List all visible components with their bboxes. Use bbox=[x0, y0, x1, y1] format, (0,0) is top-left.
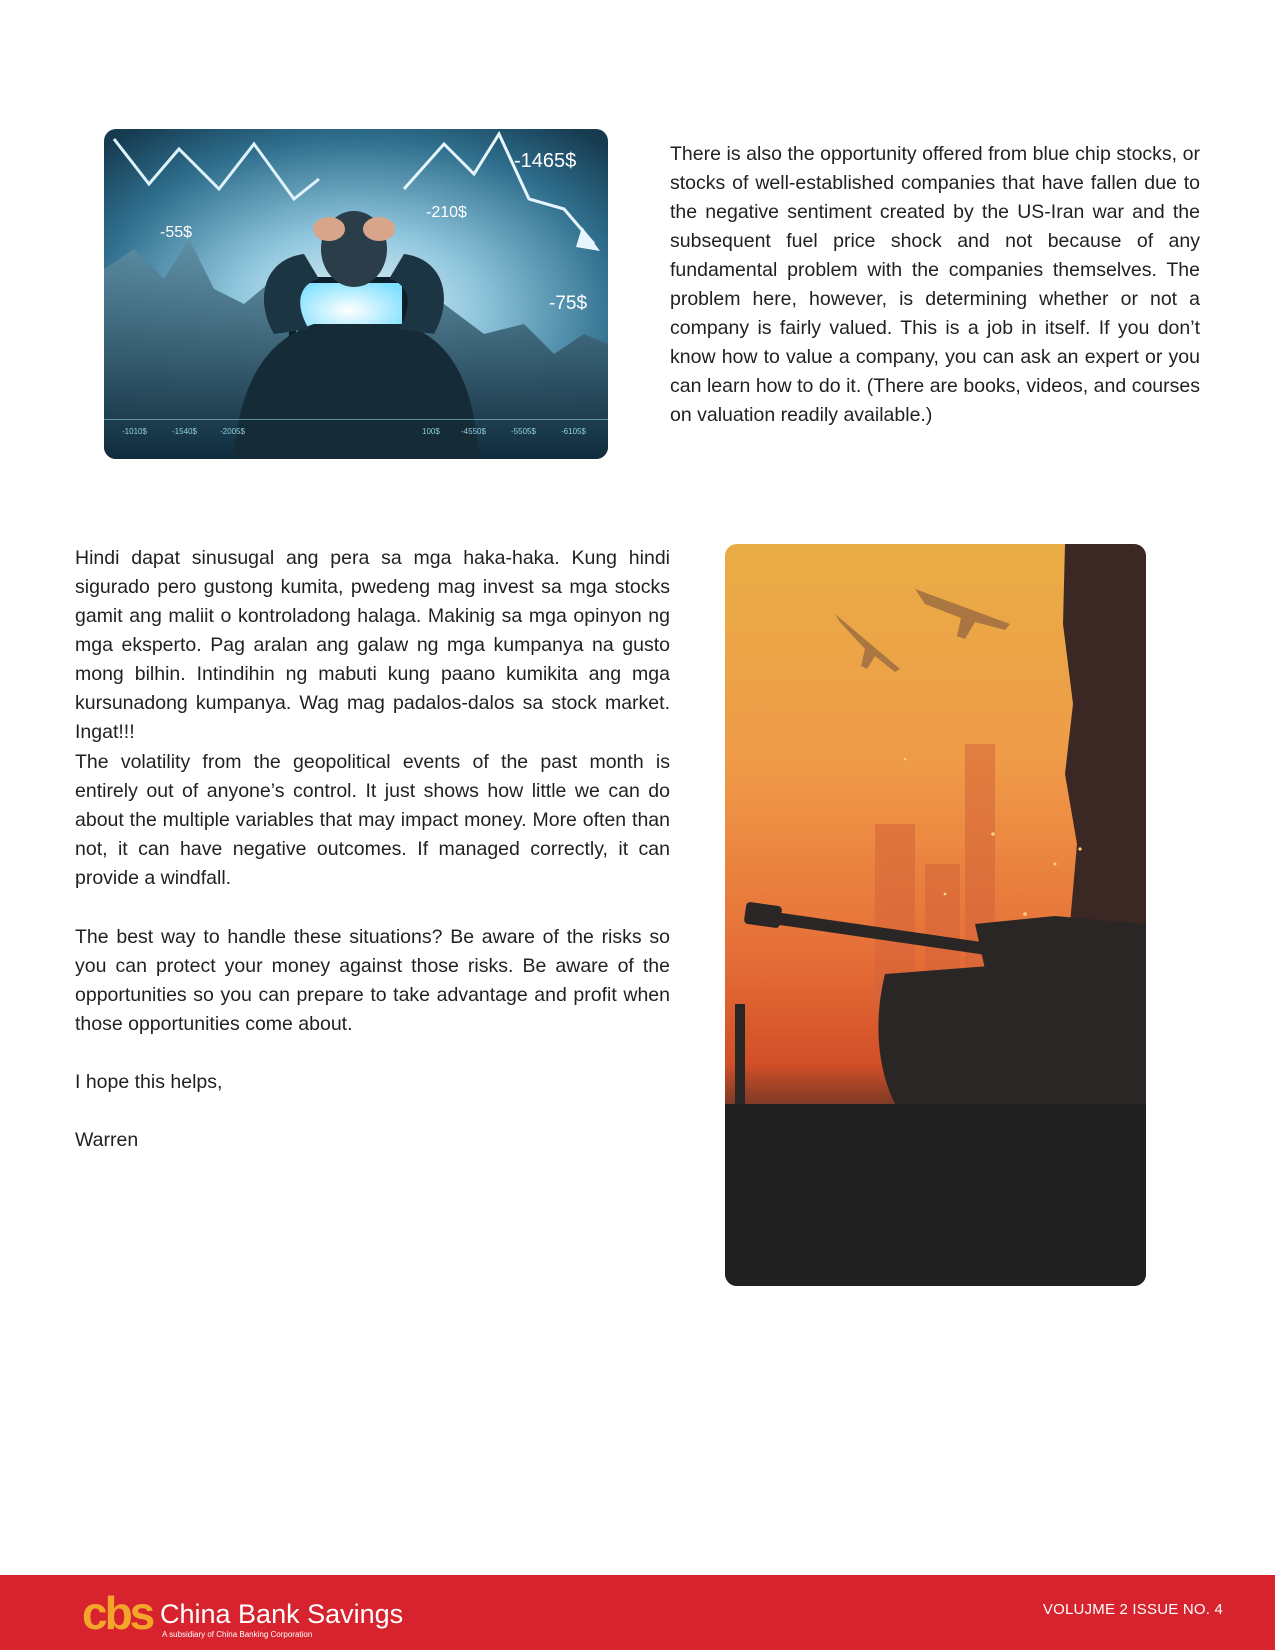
axis-tick-4: 100$ bbox=[422, 427, 440, 436]
brand-tagline: A subsidiary of China Banking Corporation bbox=[162, 1630, 313, 1639]
war-tank-illustration bbox=[725, 544, 1146, 1286]
stock-label-75: -75$ bbox=[549, 293, 588, 314]
cbs-logo bbox=[82, 1585, 422, 1641]
footer-band bbox=[0, 1575, 1275, 1650]
stock-crash-illustration bbox=[104, 129, 608, 459]
axis-tick-6: -5505$ bbox=[511, 427, 536, 436]
axis-tick-3: -2005$ bbox=[220, 427, 245, 436]
brand-name: China Bank Savings bbox=[160, 1599, 404, 1629]
axis-tick-7: -6105$ bbox=[561, 427, 586, 436]
stock-label-55: -55$ bbox=[160, 224, 193, 241]
paragraph-blue-chip: There is also the opportunity offered from blue chip stocks, or stocks of well-established companies that have fallen due to the negative sentiment created by the US-Iran war and the subsequent fuel price shock and not because of any fundamental problem with the companies themselves. The problem here, however, is determining whether or not a company is fairly valued. This is a job in itself. If you don’t know how to value a company, you can ask an expert or you can learn how to do it. (There are books, videos, and courses on valuation readily available.) bbox=[670, 143, 1200, 426]
issue-number: VOLUJME 2 ISSUE NO. 4 bbox=[1042, 1601, 1223, 1618]
paragraph-volatility: The volatility from the geopolitical events of the past month is entirely out of anyone’s control. It just shows how little we can do about the multiple variables that may impact money. More often than not, it can have negative outcomes. If managed correctly, it can provide a windfall. bbox=[75, 751, 670, 889]
signature: Warren bbox=[75, 1129, 139, 1151]
closing-line: I hope this helps, bbox=[75, 1071, 223, 1093]
paragraph-hindi: Hindi dapat sinusugal ang pera sa mga haka-haka. Kung hindi sigurado pero gustong kumita, pwedeng mag invest sa mga stocks gamit ang maliit o kontroladong halaga. Makinig sa mga opinyon ng mga eksperto. Pag aralan ang galaw ng mga kumpanya na gusto mong bilhin. Intindihin ng mabuti kung paano kumikita ang mga kursunadong kumpanya. Wag mag padalos-dalos sa stock market. Ingat!!! bbox=[75, 547, 670, 743]
axis-tick-1: -1010$ bbox=[122, 427, 147, 436]
axis-tick-2: -1540$ bbox=[172, 427, 197, 436]
brand-mark: cbs bbox=[82, 1587, 153, 1639]
war-image bbox=[725, 544, 1146, 1286]
stock-label-210: -210$ bbox=[426, 204, 467, 221]
stock-crash-image bbox=[104, 129, 608, 459]
axis-tick-5: -4550$ bbox=[461, 427, 486, 436]
paragraph-best-way: The best way to handle these situations? Be aware of the risks so you can protect your money against those risks. Be aware of the opportunities so you can prepare to take advantage and profit when those opportunities come about. bbox=[75, 926, 670, 1035]
stock-label-1465: -1465$ bbox=[514, 150, 577, 172]
